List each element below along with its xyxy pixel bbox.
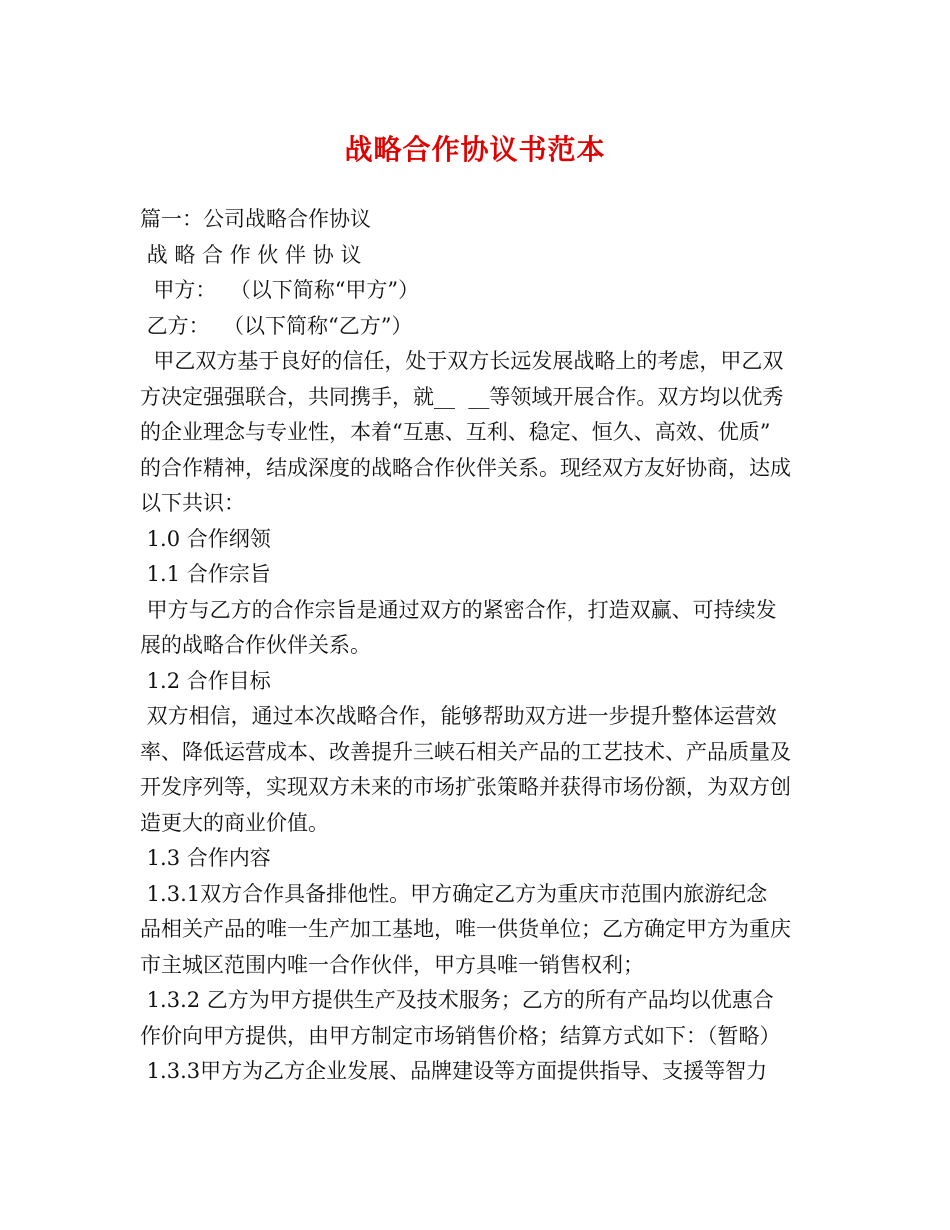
- body-line: 1.3.3甲方为乙方企业发展、品牌建设等方面提供指导、支援等智力: [140, 1059, 768, 1083]
- body-line: 战 略 合 作 伙 伴 协 议: [140, 242, 362, 267]
- body-line: 作价向甲方提供，由甲方制定市场销售价格；结算方式如下：（暂略）: [140, 1023, 781, 1048]
- body-line: 篇一：公司战略合作协议: [140, 207, 371, 231]
- body-line: 1.3 合作内容: [140, 846, 271, 870]
- body-line: 1.1 合作宗旨: [140, 562, 271, 586]
- body-line: 展的战略合作伙伴关系。: [140, 633, 371, 657]
- document-body: [140, 202, 820, 1090]
- body-line: 市主城区范围内唯一合作伙伴，甲方具唯一销售权利；: [140, 952, 644, 977]
- body-line: 的合作精神，结成深度的战略合作伙伴关系。现经双方友好协商，达成: [140, 455, 791, 480]
- body-line: 的企业理念与专业性，本着“互惠、互利、稳定、恒久、高效、优质”: [140, 420, 771, 444]
- body-line: 造更大的商业价值。: [140, 810, 329, 835]
- body-line: 甲方与乙方的合作宗旨是通过双方的紧密合作，打造双赢、可持续发: [140, 597, 777, 622]
- body-line: 1.2 合作目标: [140, 668, 271, 693]
- body-line: 品相关产品的唯一生产加工基地，唯一供货单位；乙方确定甲方为重庆: [140, 917, 791, 941]
- body-line: 1.3.2 乙方为甲方提供生产及技术服务；乙方的所有产品均以优惠合: [140, 988, 774, 1012]
- body-line: 甲乙双方基于良好的信任，处于双方长远发展战略上的考虑，甲乙双: [140, 349, 784, 373]
- body-line: 以下共识：: [140, 491, 245, 515]
- body-line: 双方相信，通过本次战略合作，能够帮助双方进一步提升整体运营效: [140, 704, 777, 728]
- body-line: 开发序列等，实现双方未来的市场扩张策略并获得市场份额，为双方创: [140, 775, 791, 799]
- document-title: 战略合作协议书范本: [344, 133, 606, 166]
- body-line: 方决定强强联合，共同携手，就__ __等领域开展合作。双方均以优秀: [140, 384, 784, 409]
- body-line: 率、降低运营成本、改善提升三峡石相关产品的工艺技术、产品质量及: [140, 739, 791, 764]
- body-line: 1.0 合作纲领: [140, 526, 271, 551]
- body-line: 1.3.1双方合作具备排他性。甲方确定乙方为重庆市范围内旅游纪念: [140, 881, 768, 906]
- body-line: 乙方： （以下简称“乙方”）: [140, 313, 413, 338]
- body-line: 甲方： （以下简称“甲方”）: [140, 278, 420, 302]
